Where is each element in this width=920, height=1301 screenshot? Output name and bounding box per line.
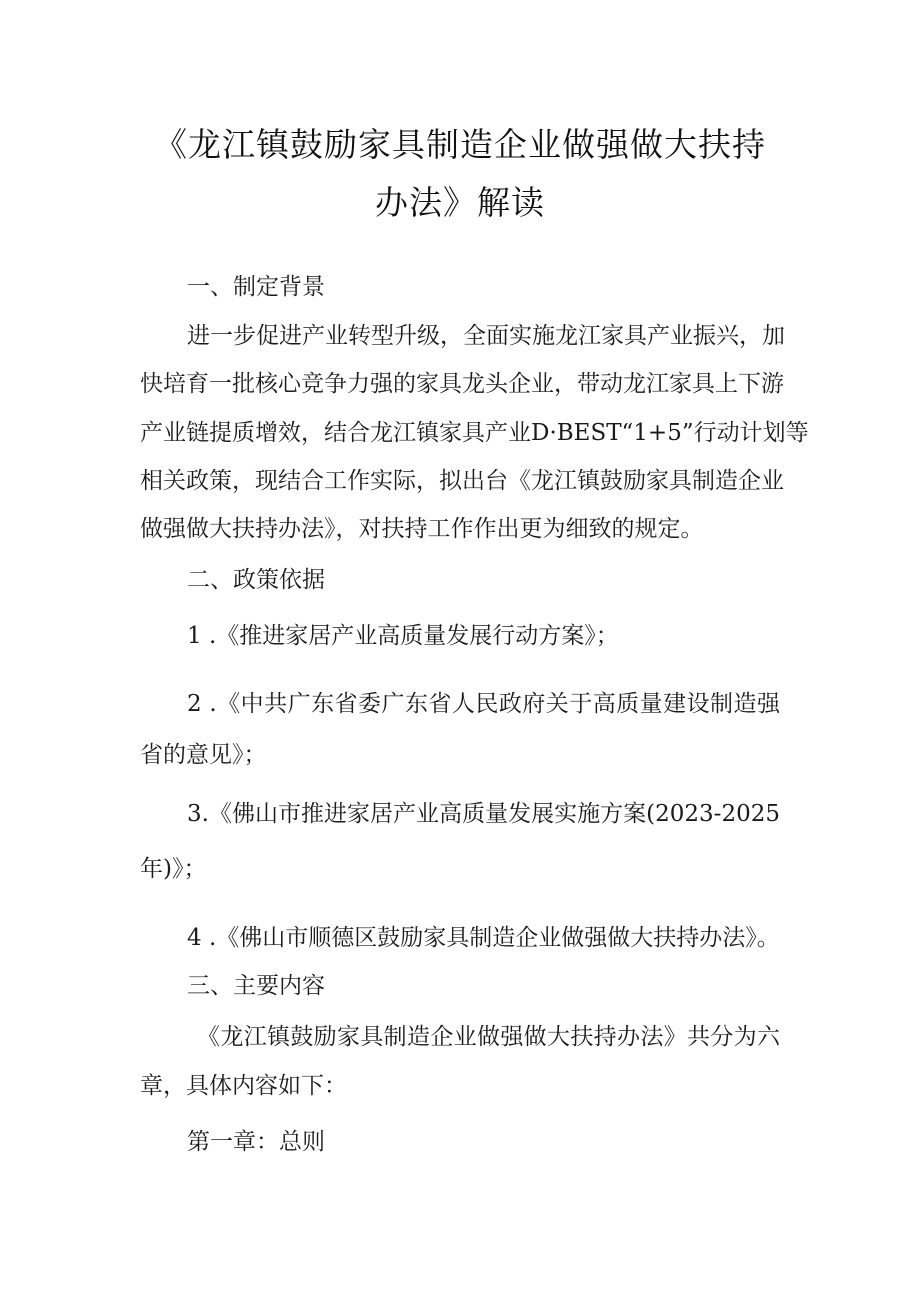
- section-1-line-2: 快培育一批核心竞争力强的家具龙头企业，带动龙江家具上下游: [140, 371, 784, 397]
- title-line-2: 办法》解读: [375, 183, 545, 222]
- basis-item-3-line-1: 3.《佛山市推进家居产业高质量发展实施方案(2023-2025: [187, 801, 780, 827]
- section-2-heading: 二、政策依据: [187, 567, 325, 593]
- section-1-line-3: 产业链提质增效，结合龙江镇家具产业D·BEST“1+5”行动计划等: [140, 420, 809, 446]
- chapter-1-heading: 第一章：总则: [187, 1129, 325, 1155]
- section-1-heading: 一、制定背景: [187, 274, 325, 300]
- section-1-line-5: 做强做大扶持办法》，对扶持工作作出更为细致的规定。: [140, 516, 704, 542]
- section-3-line-1: 《龙江镇鼓励家具制造企业做强做大扶持办法》共分为六: [197, 1024, 780, 1050]
- basis-item-2-line-2: 省的意见》；: [140, 742, 267, 768]
- title-line-1: 《龙江镇鼓励家具制造企业做强做大扶持: [154, 125, 766, 164]
- section-3-line-2: 章，具体内容如下：: [140, 1073, 347, 1099]
- section-1-line-1: 进一步促进产业转型升级，全面实施龙江家具产业振兴，加: [187, 323, 785, 349]
- section-1-line-4: 相关政策，现结合工作实际，拟出台《龙江镇鼓励家具制造企业: [140, 468, 784, 494]
- section-3-heading: 三、主要内容: [187, 973, 325, 999]
- basis-item-2-line-1: 2 .《中共广东省委广东省人民政府关于高质量建设制造强: [187, 691, 780, 717]
- basis-item-4: 4 .《佛山市顺德区鼓励家具制造企业做强做大扶持办法》。: [187, 925, 780, 951]
- basis-item-1: 1 .《推进家居产业高质量发展行动方案》；: [187, 623, 619, 649]
- basis-item-3-line-2: 年)》；: [140, 856, 207, 882]
